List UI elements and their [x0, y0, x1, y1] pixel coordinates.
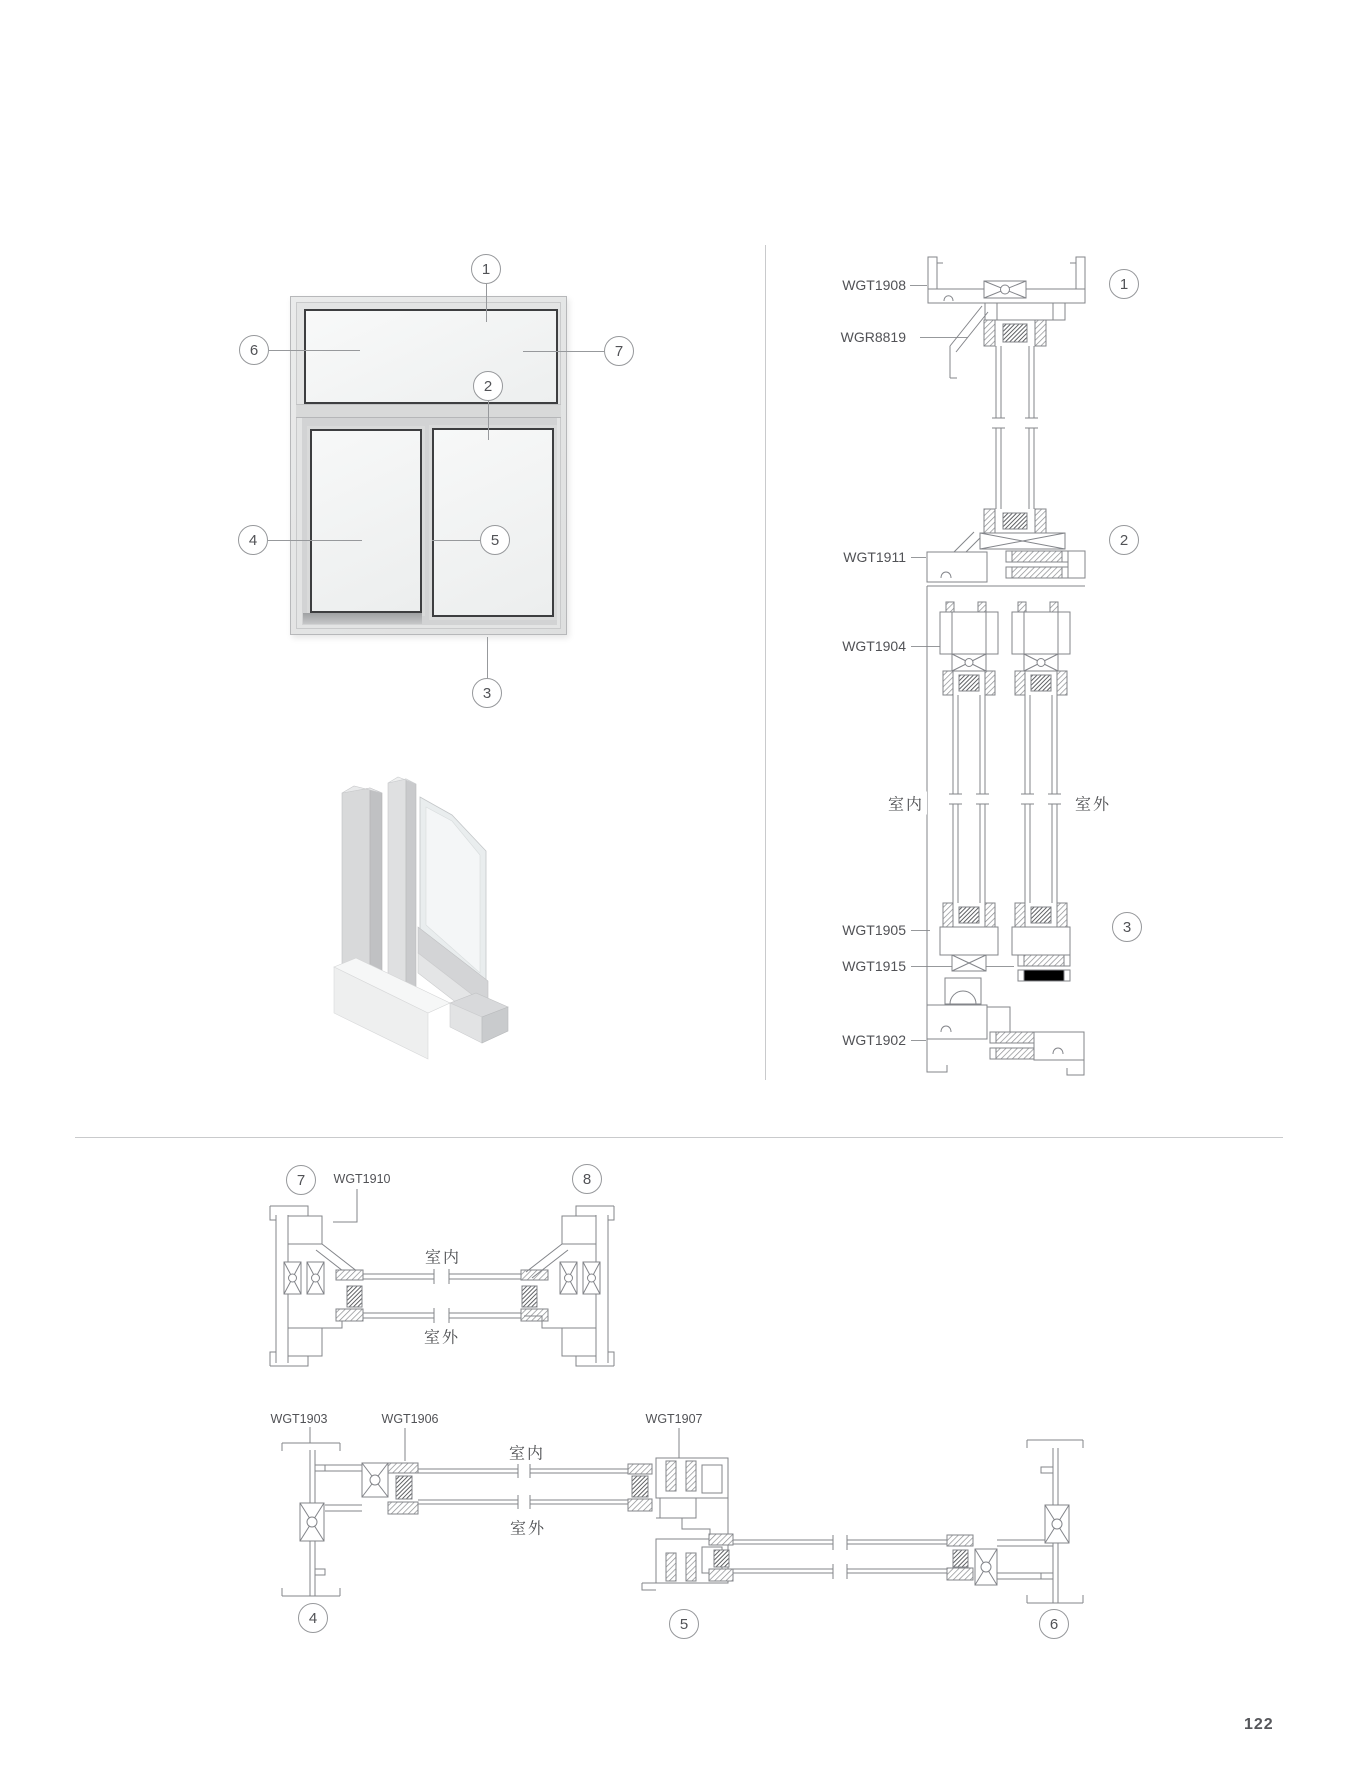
- sash-glazing: [949, 695, 1061, 903]
- part-label-wgt1908: WGT1908: [842, 277, 906, 293]
- part-label-wgt1907: WGT1907: [645, 1412, 703, 1426]
- transom-bar: [296, 404, 561, 418]
- elevation-callout-7: 7: [604, 336, 634, 366]
- page-number: 122: [1244, 1716, 1274, 1733]
- part-label-wgt1910: WGT1910: [333, 1172, 391, 1186]
- detail-callout-6: 6: [1039, 1609, 1069, 1639]
- leader-line: [333, 1189, 357, 1222]
- elevation-callout-4: 4: [238, 525, 268, 555]
- sliding-sash-right-top-rail: [1012, 602, 1070, 695]
- fixed-pane: [304, 309, 558, 404]
- part-label-wgt1904: WGT1904: [842, 638, 906, 654]
- section-separator: [75, 1137, 1283, 1138]
- upper-glass-band: [418, 1464, 628, 1509]
- indoor-label: 室内: [885, 792, 927, 815]
- horizontal-section-top-drawing: [262, 1160, 622, 1385]
- detail-callout-7: 7: [286, 1165, 316, 1195]
- vertical-section-drawing: [900, 226, 1150, 1086]
- elevation-callout-5: 5: [480, 525, 510, 555]
- profile-3d-render: [330, 755, 515, 1070]
- interlock-profile: [628, 1458, 733, 1590]
- lower-glass-band: [733, 1535, 1053, 1585]
- leader-line: [523, 351, 604, 352]
- section-callout-2: 2: [1109, 525, 1139, 555]
- section-callout-3: 3: [1112, 912, 1142, 942]
- outdoor-label: 室外: [421, 1325, 463, 1348]
- leader-line: [487, 637, 488, 678]
- part-label-wgr8819: WGR8819: [840, 329, 906, 345]
- part-label-wgt1902: WGT1902: [842, 1032, 906, 1048]
- section-callout-1: 1: [1109, 269, 1139, 299]
- sliding-sash-left-bottom-rail: [940, 903, 998, 1004]
- column-divider: [765, 245, 766, 1080]
- window-elevation: [290, 296, 567, 635]
- leader-line: [269, 350, 360, 351]
- part-label-wgt1905: WGT1905: [842, 922, 906, 938]
- sliding-sash-right: [432, 428, 554, 617]
- part-label-wgt1906: WGT1906: [381, 1412, 439, 1426]
- leader-line: [310, 1427, 679, 1461]
- detail-callout-4: 4: [298, 1603, 328, 1633]
- sash-end-profile: [325, 1463, 418, 1514]
- sliding-sash-right-bottom-rail: [1012, 903, 1070, 981]
- indoor-label: 室内: [422, 1245, 464, 1268]
- corner-connector-brace: [950, 306, 988, 378]
- part-label-wgt1915: WGT1915: [842, 958, 906, 974]
- part-label-wgt1911: WGT1911: [843, 549, 906, 565]
- leader-line: [432, 540, 480, 541]
- glazing-unit: [336, 1269, 548, 1323]
- sliding-sash-left-top-rail: [940, 602, 998, 695]
- left-jamb-profile: [282, 1443, 340, 1596]
- leader-line: [268, 540, 362, 541]
- leader-line: [486, 284, 487, 322]
- part-label-wgt1903: WGT1903: [270, 1412, 328, 1426]
- elevation-callout-2: 2: [473, 371, 503, 401]
- elevation-callout-3: 3: [472, 678, 502, 708]
- outdoor-label: 室外: [1072, 792, 1114, 815]
- sill-profile: [927, 1005, 1084, 1075]
- upper-glazing: [992, 346, 1038, 509]
- indoor-label: 室内: [506, 1441, 548, 1464]
- sliding-sash-left: [310, 429, 422, 613]
- outdoor-label: 室外: [507, 1516, 549, 1539]
- elevation-callout-6: 6: [239, 335, 269, 365]
- detail-callout-5: 5: [669, 1609, 699, 1639]
- detail-callout-8: 8: [572, 1164, 602, 1194]
- leader-line: [488, 401, 489, 440]
- elevation-callout-1: 1: [471, 254, 501, 284]
- bottom-track: [303, 613, 422, 624]
